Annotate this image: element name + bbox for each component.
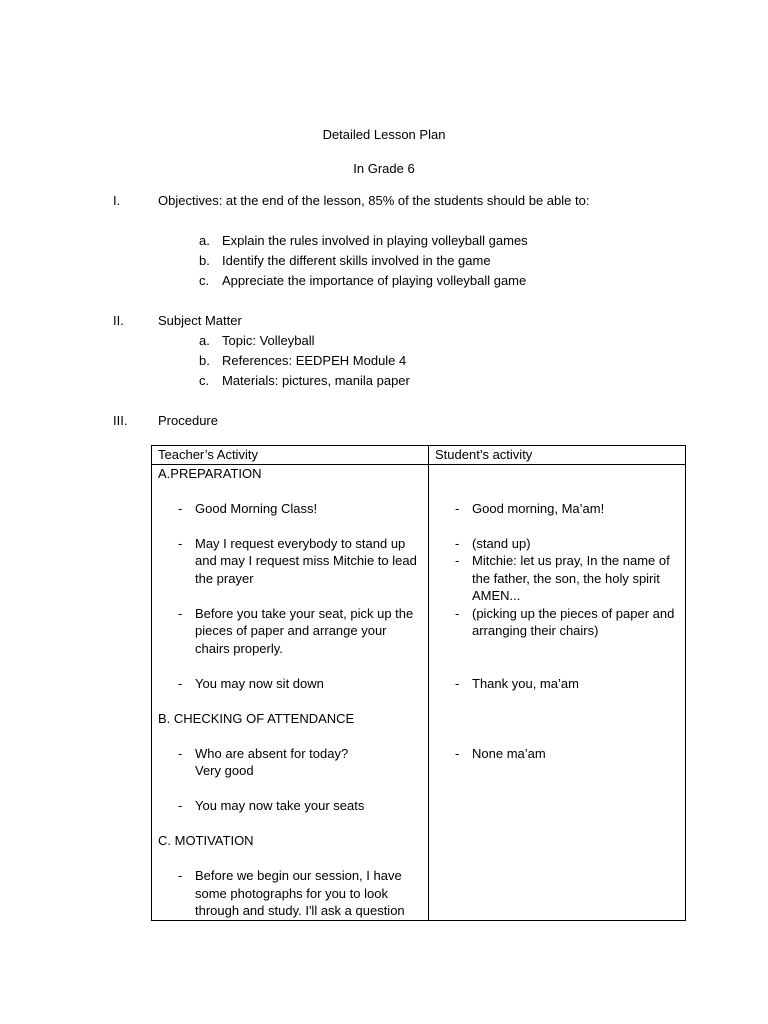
student-activity-header: Student’s activity [429, 446, 686, 465]
subject-matter-item-text: Topic: Volleyball [222, 333, 315, 348]
dash-marker: - [178, 605, 183, 621]
student-line-part: (picking up the pieces of paper and [472, 605, 675, 621]
objective-item-text: Identify the different skills involved in the game [222, 253, 491, 268]
objective-item-mark: a. [199, 233, 210, 248]
list-item [158, 867, 422, 920]
objectives-heading: Objectives: at the end of the lesson, 85% of the students should be able to: [158, 193, 590, 208]
teacher-line-part: some photographs for you to look [195, 885, 388, 901]
student-line [472, 552, 679, 605]
dash-marker: - [455, 675, 460, 691]
objective-item-mark: b. [199, 253, 210, 268]
list-item [158, 500, 422, 518]
student-line: None ma’am [472, 745, 546, 761]
student-line: Good morning, Ma’am! [472, 500, 605, 516]
dash-marker: - [178, 798, 183, 813]
student-activity-cell [429, 464, 686, 920]
subject-matter-item-mark: c. [199, 373, 210, 388]
checking-attendance-heading: B. CHECKING OF ATTENDANCE [158, 710, 355, 726]
list-item [158, 797, 422, 815]
subject-matter-heading: Subject Matter [158, 313, 242, 328]
dash-marker: - [178, 868, 183, 883]
subject-matter-item-text: Materials: pictures, manila paper [222, 373, 410, 388]
subject-matter-number: II. [113, 313, 124, 328]
student-line: (stand up) [472, 535, 531, 551]
subject-matter-item-mark: a. [199, 333, 210, 348]
list-item [158, 745, 422, 780]
dash-marker: - [455, 500, 460, 516]
document-title: Detailed Lesson Plan [322, 127, 446, 142]
list-item [158, 675, 422, 693]
objectives-number: I. [113, 193, 121, 208]
objective-item [199, 233, 528, 249]
table-header-row [152, 446, 686, 465]
teacher-line: You may now take your seats [195, 798, 365, 813]
subject-matter-item [199, 333, 315, 349]
teacher-line [195, 535, 422, 588]
dash-marker: - [178, 535, 183, 551]
teacher-line-part: Before we begin our session, I have [195, 868, 402, 883]
procedure-number: III. [113, 413, 128, 428]
dash-marker: - [455, 745, 460, 761]
list-item [435, 745, 679, 763]
objective-item [199, 253, 491, 269]
objective-item [199, 273, 526, 289]
teacher-line [195, 867, 422, 920]
list-item [435, 500, 679, 518]
teacher-activity-header: Teacher’s Activity [152, 446, 429, 465]
teacher-line [195, 605, 422, 658]
objective-item-text: Explain the rules involved in playing volleyball games [222, 233, 528, 248]
subject-matter-item [199, 353, 406, 369]
subject-matter-item-mark: b. [199, 353, 210, 368]
dash-marker: - [455, 553, 460, 568]
student-line-part: arranging their chairs) [472, 623, 599, 638]
student-line-part: Mitchie: let us pray, In the name of [472, 553, 670, 568]
list-item [435, 605, 679, 640]
teacher-line-part: pieces of paper and arrange your [195, 623, 387, 638]
teacher-line-part: chairs properly. [195, 640, 283, 656]
subject-matter-item-text: References: EEDPEH Module 4 [222, 353, 407, 368]
table-row [152, 464, 686, 920]
document-subtitle: In Grade 6 [353, 161, 415, 176]
student-line-part: AMEN... [472, 588, 521, 603]
list-item [158, 535, 422, 588]
list-item [158, 605, 422, 658]
student-line-part: the father, the son, the holy spirit [472, 570, 660, 586]
procedure-heading: Procedure [158, 413, 218, 428]
objective-item-mark: c. [199, 273, 210, 288]
teacher-line-part: May I request everybody to stand up [195, 535, 406, 551]
dash-marker: - [178, 745, 183, 761]
student-line [472, 605, 679, 640]
teacher-line [195, 745, 422, 780]
teacher-activity-cell [152, 464, 429, 920]
teacher-line-part: and may I request miss Mitchie to lead [195, 553, 417, 568]
teacher-line: You may now sit down [195, 675, 324, 691]
dash-marker: - [178, 500, 183, 516]
dash-marker: - [178, 675, 183, 691]
teacher-line: Good Morning Class! [195, 500, 318, 516]
student-line: Thank you, ma’am [472, 675, 579, 691]
subject-matter-item [199, 373, 410, 389]
teacher-line-part: Who are absent for today? [195, 745, 349, 761]
list-item [435, 535, 679, 553]
objective-item-text: Appreciate the importance of playing volleyball game [222, 273, 527, 288]
teacher-line-part: Before you take your seat, pick up the [195, 605, 414, 621]
motivation-heading: C. MOTIVATION [158, 833, 254, 848]
dash-marker: - [455, 535, 460, 551]
teacher-line-part: the prayer [195, 570, 254, 586]
dash-marker: - [455, 605, 460, 621]
procedure-table [151, 445, 686, 921]
teacher-line-part: through and study. I'll ask a question [195, 903, 405, 918]
list-item [435, 552, 679, 605]
preparation-heading: A.PREPARATION [158, 465, 262, 481]
list-item [435, 675, 679, 693]
teacher-line-part: Very good [195, 763, 254, 778]
